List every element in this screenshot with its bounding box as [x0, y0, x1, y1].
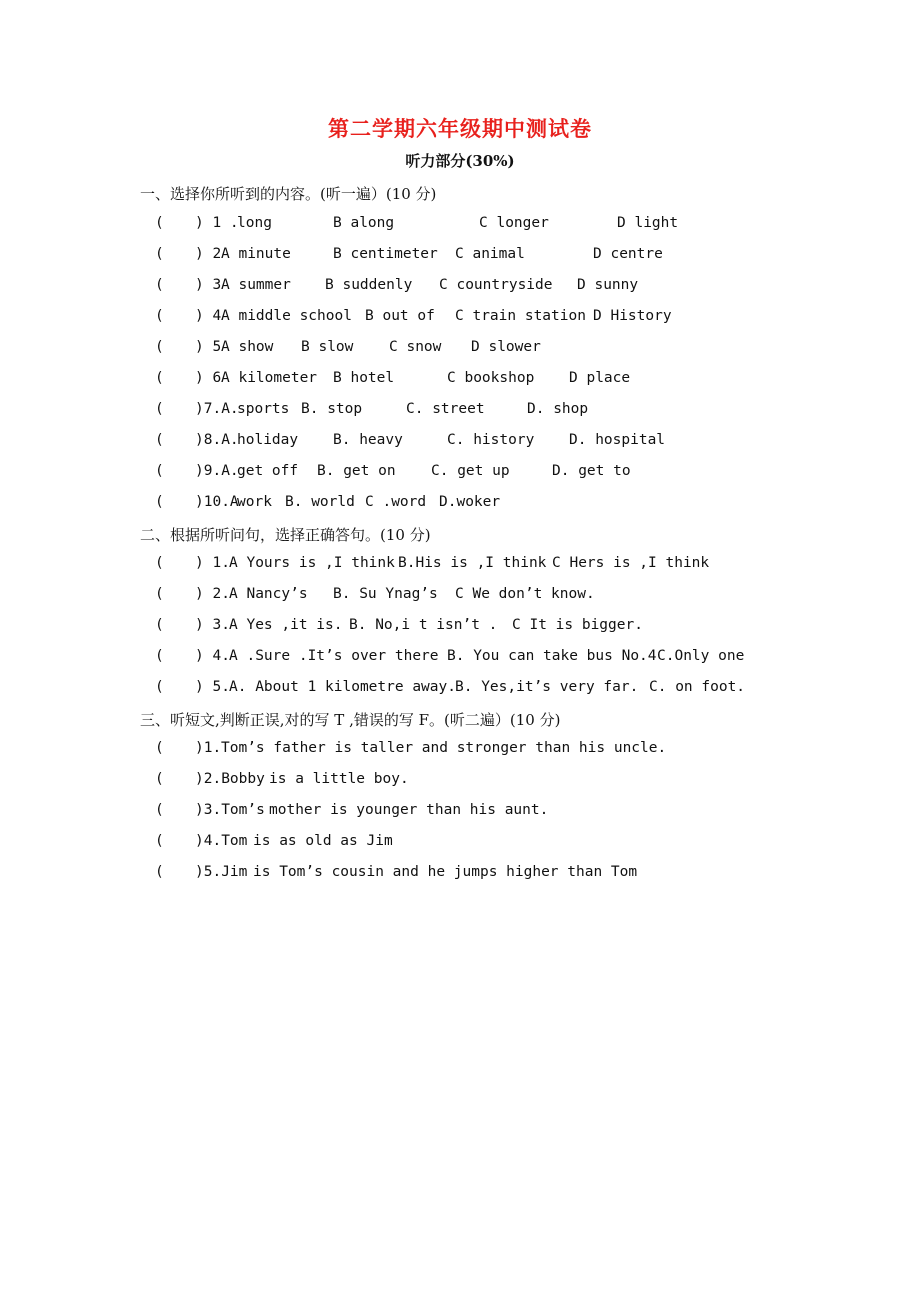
option: B along [333, 215, 395, 231]
option: D. shop [527, 401, 589, 417]
answer-blank: ( [155, 648, 164, 664]
option: C animal [455, 246, 525, 262]
option: B slow [301, 339, 354, 355]
option: D. get to [552, 463, 631, 479]
question-row [155, 277, 775, 301]
option: A minute [221, 246, 291, 262]
option: B. No,i t isn’t . [349, 617, 498, 633]
answer-blank: ( [155, 246, 164, 262]
question-row [155, 648, 775, 672]
answer-blank: ( [155, 215, 164, 231]
question-row [155, 246, 775, 270]
question-number: )2.Bobby [195, 771, 265, 787]
question-row [155, 555, 775, 579]
question-row [155, 679, 775, 703]
question-row [155, 339, 775, 363]
option: D place [569, 370, 631, 386]
answer-blank: ( [155, 401, 164, 417]
option: C. on foot. [649, 679, 746, 695]
answer-blank: ( [155, 864, 164, 880]
option: get off [237, 463, 299, 479]
answer-blank: ( [155, 586, 164, 602]
option: holiday [237, 432, 299, 448]
question-number: )1. [195, 740, 222, 756]
question-row [155, 463, 775, 487]
option: C It is bigger. [512, 617, 643, 633]
answer-blank: ( [155, 277, 164, 293]
question-number: ) 3 [195, 277, 222, 293]
question-number: ) 4. [195, 648, 230, 664]
section-1-heading: 一、选择你所听到的内容。(听一遍）(10 分) [140, 185, 437, 203]
question-number: ) 5. [195, 679, 230, 695]
question-number: )8.A. [195, 432, 239, 448]
option: C .word [365, 494, 427, 510]
option: C snow [389, 339, 442, 355]
question-number: ) 5 [195, 339, 222, 355]
option: C.Only one [657, 648, 745, 664]
statement: mother is younger than his aunt. [269, 802, 549, 818]
option: C Hers is ,I think [552, 555, 710, 571]
section-2-heading: 二、根据所听问句，选择正确答句。(10 分) [140, 526, 431, 544]
question-row [155, 432, 775, 456]
option: B suddenly [325, 277, 413, 293]
option: A Nancy’s [229, 586, 308, 602]
question-number: ) 2. [195, 586, 230, 602]
option: A .Sure .It’s over there [229, 648, 439, 664]
section-3-heading: 三、听短文,判断正误,对的写 T ,错误的写 F。(听二遍）(10 分) [140, 711, 561, 729]
option: C countryside [439, 277, 553, 293]
question-row [155, 833, 775, 857]
option: D light [617, 215, 679, 231]
page-subtitle: 听力部分(30%) [405, 152, 515, 170]
answer-blank: ( [155, 617, 164, 633]
statement: is a little boy. [269, 771, 409, 787]
option: B. get on [317, 463, 396, 479]
option: sports [237, 401, 290, 417]
question-row [155, 308, 775, 332]
option: A. About 1 kilometre away. [229, 679, 456, 695]
option: C train station [455, 308, 586, 324]
option: D slower [471, 339, 541, 355]
option: D.woker [439, 494, 501, 510]
question-number: )3.Tom’s [195, 802, 265, 818]
option: C. history [447, 432, 535, 448]
option: C bookshop [447, 370, 535, 386]
option: B. heavy [333, 432, 403, 448]
statement: Tom’s father is taller and stronger than his uncle. [221, 740, 667, 756]
option: B. world [285, 494, 355, 510]
option: D sunny [577, 277, 639, 293]
option: C. street [406, 401, 485, 417]
question-number: ) 1 . [195, 215, 239, 231]
statement: is Tom’s cousin and he jumps higher than Tom [253, 864, 638, 880]
option: C. get up [431, 463, 510, 479]
option: B. Su Ynag’s [333, 586, 438, 602]
option: B.His is ,I think [398, 555, 547, 571]
answer-blank: ( [155, 802, 164, 818]
answer-blank: ( [155, 494, 164, 510]
question-number: ) 4 [195, 308, 222, 324]
answer-blank: ( [155, 833, 164, 849]
option: A summer [221, 277, 291, 293]
answer-blank: ( [155, 339, 164, 355]
answer-blank: ( [155, 463, 164, 479]
question-number: )5.Jim [195, 864, 248, 880]
option: C We don’t know. [455, 586, 595, 602]
question-number: )7.A. [195, 401, 239, 417]
question-row [155, 401, 775, 425]
option: D. hospital [569, 432, 666, 448]
option: A Yes ,it is. [229, 617, 343, 633]
question-row [155, 370, 775, 394]
option: B. You can take bus No.4 [447, 648, 657, 664]
question-row [155, 215, 775, 239]
answer-blank: ( [155, 555, 164, 571]
question-row [155, 494, 775, 518]
question-row [155, 740, 775, 764]
question-number: ) 6 [195, 370, 222, 386]
answer-blank: ( [155, 432, 164, 448]
answer-blank: ( [155, 679, 164, 695]
question-number: )10.A [195, 494, 239, 510]
question-row [155, 864, 775, 888]
option: B. Yes,it’s very far. [455, 679, 639, 695]
option: B. stop [301, 401, 363, 417]
option: work [237, 494, 272, 510]
question-row [155, 802, 775, 826]
statement: is as old as Jim [253, 833, 393, 849]
question-number: )4.Tom [195, 833, 248, 849]
option: A middle school [221, 308, 352, 324]
option: A Yours is ,I think [229, 555, 395, 571]
option: C longer [479, 215, 549, 231]
option: B centimeter [333, 246, 438, 262]
question-row [155, 771, 775, 795]
question-number: ) 3. [195, 617, 230, 633]
answer-blank: ( [155, 308, 164, 324]
question-number: )9.A. [195, 463, 239, 479]
question-row [155, 586, 775, 610]
option: B hotel [333, 370, 395, 386]
option: D History [593, 308, 672, 324]
answer-blank: ( [155, 370, 164, 386]
option: long [237, 215, 272, 231]
option: A kilometer [221, 370, 318, 386]
question-row [155, 617, 775, 641]
answer-blank: ( [155, 771, 164, 787]
answer-blank: ( [155, 740, 164, 756]
option: B out of [365, 308, 435, 324]
option: D centre [593, 246, 663, 262]
question-number: ) 2 [195, 246, 222, 262]
page-title: 第二学期六年级期中测试卷 [328, 116, 592, 141]
option: A show [221, 339, 274, 355]
question-number: ) 1. [195, 555, 230, 571]
